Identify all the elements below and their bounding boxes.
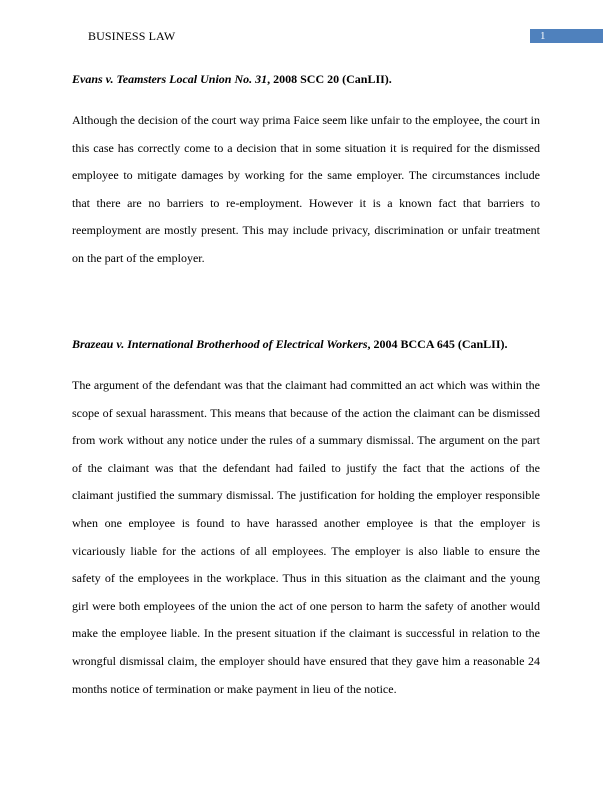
running-head-title: BUSINESS LAW [88,29,176,43]
case-citation: , 2004 BCCA 645 (CanLII). [367,337,508,351]
case-heading-evans [72,72,540,86]
case-name: Brazeau v. International Brotherhood of Electrical Workers [72,337,368,351]
page-number-badge [530,29,603,43]
case-name: Evans v. Teamsters Local Union No. 31 [72,72,268,86]
case-citation: , 2008 SCC 20 (CanLII). [267,72,392,86]
paragraph-brazeau: The argument of the defendant was that the claimant had committed an act which was within the scope of sexual harassment. This means that because of the action the claimant can be dismissed from work without any notice under the rules of a summary dismissal. The argument on the part of the claimant was that the defendant had failed to justify the fact that the actions of the claimant justified the summary dismissal. The justification for holding the employer responsible when one employee is found to have harassed another employee is that the employer is vicariously liable for the actions of all employees. The employer is also liable to ensure the safety of the employees in the workplace. Thus in this situation as the claimant and the young girl were both employees of the union the act of one person to harm the safety of another would make the employee liable. In the present situation if the claimant is successful in relation to the wrongful dismissal claim, the employer should have ensured that they gave him a reasonable 24 months notice of termination or make payment in lieu of the notice. [72,378,540,696]
page-number: 1 [540,30,546,42]
paragraph-evans: Although the decision of the court way prima Faice seem like unfair to the employee, the court in this case has correctly come to a decision that in some situation it is required for the dismissed employee to mitigate damages by working for the same employer. The circumstances include that there are no barriers to re-employment. However it is a known fact that barriers to reemployment are mostly present. This may include privacy, discrimination or unfair treatment on the part of the employer. [72,113,540,265]
case-heading-brazeau [72,337,540,351]
